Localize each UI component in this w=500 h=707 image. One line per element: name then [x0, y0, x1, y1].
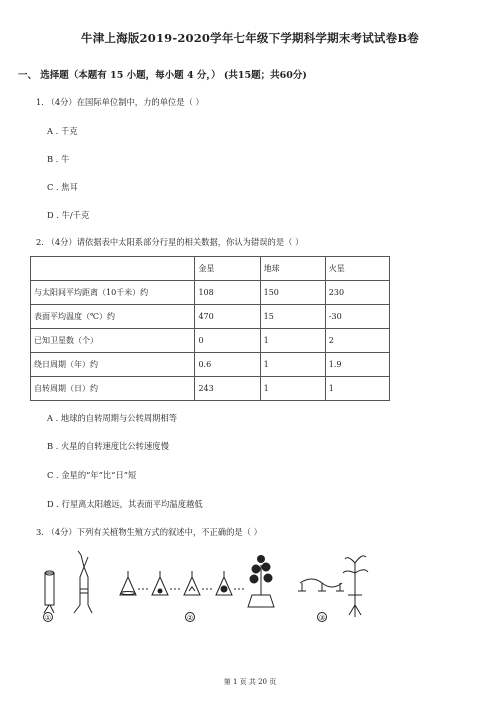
table-row [31, 305, 390, 329]
table-cell: 15 [260, 305, 325, 329]
table-cell: 表面平均温度（℃）约 [31, 305, 195, 329]
table-row [31, 353, 390, 377]
table-cell: 1 [260, 353, 325, 377]
table-cell: 1 [260, 377, 325, 401]
plant-reproduction-figure [40, 545, 380, 625]
table-cell: 1.9 [325, 353, 389, 377]
table-cell: 470 [195, 305, 260, 329]
table-cell: 230 [325, 281, 389, 305]
table-cell: 150 [260, 281, 325, 305]
question-1-option-b: B . 牛 [47, 154, 70, 164]
figure-label-1: ① [44, 614, 52, 622]
table-cell: 0 [195, 329, 260, 353]
question-2-option-c: C . 金星的“年”比“日”短 [47, 470, 137, 480]
table-cell: 已知卫星数（个） [31, 329, 195, 353]
section-heading: 一、 选择题（本题有 15 小题，每小题 4 分，） (共15题；共60分) [18, 70, 307, 81]
question-1-option-c: C . 焦耳 [47, 182, 78, 192]
question-1-option-d: D . 牛/千克 [47, 210, 90, 220]
table-header-cell: 金星 [195, 257, 260, 281]
table-cell: -30 [325, 305, 389, 329]
table-header-cell: 地球 [260, 257, 325, 281]
table-cell: 1 [260, 329, 325, 353]
table-row [31, 281, 390, 305]
question-2-option-b: B . 火星的自转速度比公转速度慢 [47, 441, 169, 451]
table-header-row [31, 257, 390, 281]
table-cell: 0.6 [195, 353, 260, 377]
figure-label-2: ② [186, 614, 194, 622]
grafting-illustration [44, 551, 93, 622]
table-cell: 243 [195, 377, 260, 401]
planet-data-table [30, 256, 390, 401]
question-2-stem: 2. （4分）请依据表中太阳系部分行星的相关数据，你认为错误的是（ ） [36, 237, 304, 247]
question-2-option-d: D . 行星离太阳越远，其表面平均温度越低 [47, 499, 203, 509]
question-1-stem: 1. （4分）在国际单位制中，力的单位是（ ） [36, 97, 204, 107]
figure-label-3: ③ [318, 614, 326, 622]
page-footer: 第 1 页 共 20 页 [223, 678, 277, 686]
table-row [31, 377, 390, 401]
table-cell: 108 [195, 281, 260, 305]
table-row [31, 329, 390, 353]
table-cell: 与太阳间平均距离（10千米）约 [31, 281, 195, 305]
document-title: 牛津上海版2019-2020学年七年级下学期科学期末考试试卷B卷 [81, 31, 419, 45]
table-header-cell [31, 257, 195, 281]
question-2-option-a: A . 地球的自转周期与公转周期相等 [47, 413, 178, 423]
table-cell: 2 [325, 329, 389, 353]
table-cell: 1 [325, 377, 389, 401]
question-1-option-a: A . 千克 [47, 126, 78, 136]
layering-illustration [298, 556, 368, 622]
question-3-stem: 3. （4分）下列有关植物生殖方式的叙述中，不正确的是（ ） [36, 527, 262, 537]
tissue-culture-illustration [120, 556, 274, 622]
table-header-cell: 火星 [325, 257, 389, 281]
table-cell: 绕日周期（年）约 [31, 353, 195, 377]
table-cell: 自转周期（日）约 [31, 377, 195, 401]
